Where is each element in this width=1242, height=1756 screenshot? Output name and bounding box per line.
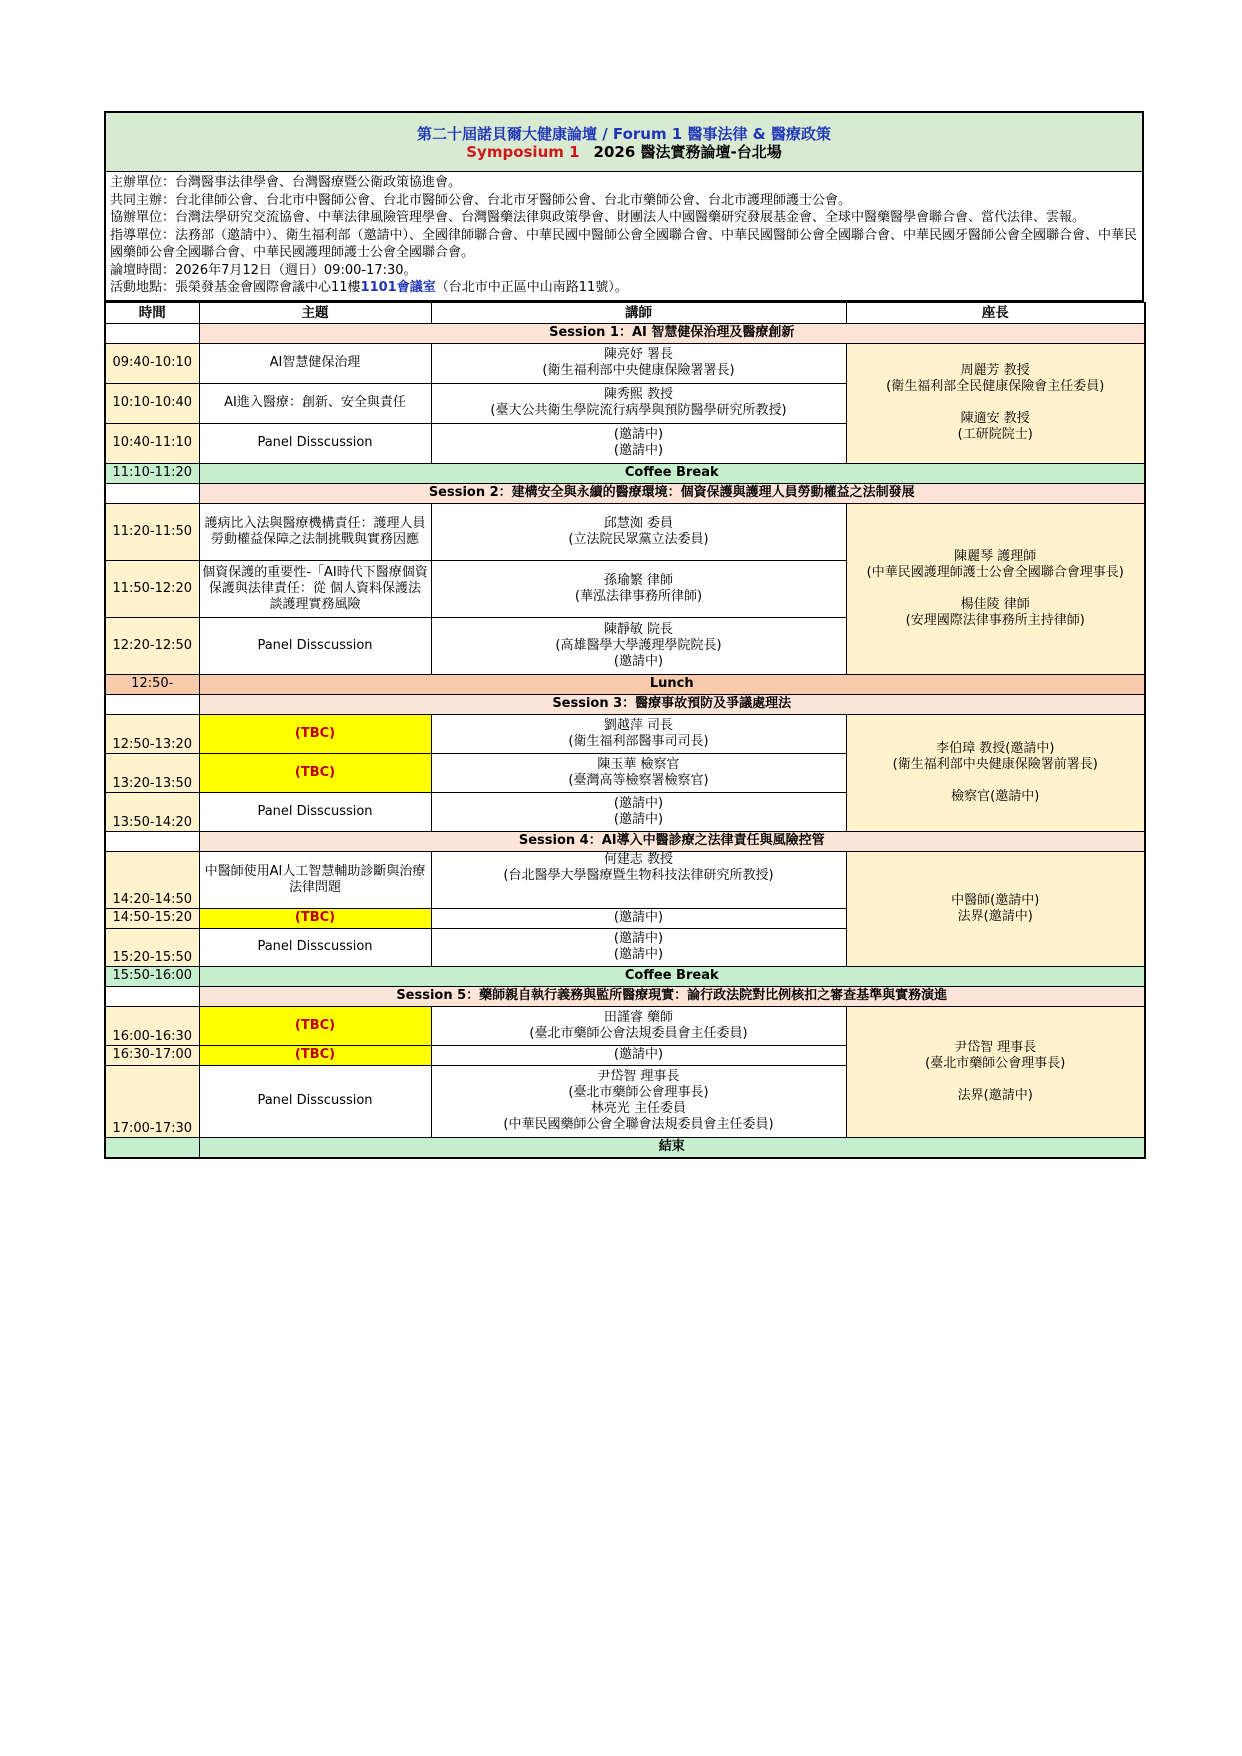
forum-title: 第二十屆諾貝爾大健康論壇 / Forum 1 醫事法律 & 醫療政策 — [417, 125, 831, 143]
topic-tbc-cell: (TBC) — [199, 908, 431, 928]
time-cell: 09:40-10:10 — [105, 343, 199, 383]
time-cell: 14:50-15:20 — [105, 908, 199, 928]
event-info — [104, 172, 1144, 302]
venue-suffix: （台北市中正區中山南路11號）。 — [435, 280, 628, 295]
chair-cell: 中醫師(邀請中) 法界(邀請中) — [846, 851, 1145, 966]
header-time: 時間 — [105, 302, 199, 323]
chair-cell: 尹岱智 理事長 (臺北市藥師公會理事長) 法界(邀請中) — [846, 1006, 1145, 1137]
lunch-row — [105, 674, 1145, 694]
speaker-cell: (邀請中) (邀請中) — [431, 928, 846, 966]
speaker-cell: 尹岱智 理事長 (臺北市藥師公會理事長) 林亮光 主任委員 (中華民國藥師公會全聯會法規委員會主任委員) — [431, 1065, 846, 1137]
time-cell-blank — [105, 1137, 199, 1158]
time-cell: 14:20-14:50 — [105, 851, 199, 908]
coffee-break-row — [105, 966, 1145, 986]
header-topic: 主題 — [199, 302, 431, 323]
session-time-blank — [105, 986, 199, 1006]
time-cell: 17:00-17:30 — [105, 1065, 199, 1137]
time-cell: 13:50-14:20 — [105, 792, 199, 831]
time-cell: 10:40-11:10 — [105, 423, 199, 463]
table-row — [105, 503, 1145, 560]
topic-cell: 護病比入法與醫療機構責任：護理人員勞動權益保障之法制挑戰與實務因應 — [199, 503, 431, 560]
end-row — [105, 1137, 1145, 1158]
end-label: 結束 — [199, 1137, 1145, 1158]
symposium-title — [106, 143, 1142, 161]
session-title: Session 3：醫療事故預防及爭議處理法 — [199, 694, 1145, 714]
session-2-header — [105, 483, 1145, 503]
table-row — [105, 714, 1145, 753]
session-time-blank — [105, 831, 199, 851]
speaker-cell: 陳玉華 檢察官 (臺灣高等檢察署檢察官) — [431, 753, 846, 792]
speaker-cell: (邀請中) (邀請中) — [431, 423, 846, 463]
time-cell: 15:50-16:00 — [105, 966, 199, 986]
agenda-sheet — [104, 111, 1144, 1159]
session-time-blank — [105, 694, 199, 714]
session-title: Session 4：AI導入中醫診療之法律責任與風險控管 — [199, 831, 1145, 851]
table-row — [105, 1006, 1145, 1045]
break-label: Coffee Break — [199, 966, 1145, 986]
topic-cell: Panel Disscussion — [199, 1065, 431, 1137]
topic-cell: Panel Disscussion — [199, 423, 431, 463]
session-time-blank — [105, 483, 199, 503]
speaker-cell: (邀請中) — [431, 908, 846, 928]
session-4-header — [105, 831, 1145, 851]
time-cell: 12:50- — [105, 674, 199, 694]
time-cell: 10:10-10:40 — [105, 383, 199, 423]
topic-cell: 個資保護的重要性-「AI時代下醫療個資保護與法律責任：從 個人資料保護法 談護理實務風險 — [199, 560, 431, 617]
lunch-label: Lunch — [199, 674, 1145, 694]
header-chair: 座長 — [846, 302, 1145, 323]
speaker-cell: 邱慧洳 委員 (立法院民眾黨立法委員) — [431, 503, 846, 560]
session-time-blank — [105, 323, 199, 343]
speaker-cell: (邀請中) (邀請中) — [431, 792, 846, 831]
topic-cell: AI智慧健保治理 — [199, 343, 431, 383]
time-cell: 15:20-15:50 — [105, 928, 199, 966]
time-cell: 16:30-17:00 — [105, 1045, 199, 1065]
session-title: Session 1：AI 智慧健保治理及醫療創新 — [199, 323, 1145, 343]
session-title: Session 5：藥師親自執行義務與監所醫療現實：論行政法院對比例核扣之審查基準與實務演進 — [199, 986, 1145, 1006]
chair-cell: 陳麗琴 護理師 (中華民國護理師護士公會全國聯合會理事長) 楊佳陵 律師 (安理國際法律事務所主持律師) — [846, 503, 1145, 674]
topic-cell: Panel Disscussion — [199, 792, 431, 831]
chair-cell: 李伯璋 教授(邀請中) (衛生福利部中央健康保險署前署長) 檢察官(邀請中) — [846, 714, 1145, 831]
topic-cell: AI進入醫療：創新、安全與責任 — [199, 383, 431, 423]
time-cell: 11:50-12:20 — [105, 560, 199, 617]
time-cell: 12:50-13:20 — [105, 714, 199, 753]
session-1-header — [105, 323, 1145, 343]
speaker-cell: 孫瑜繁 律師 (華泓法律事務所律師) — [431, 560, 846, 617]
header-speaker: 講師 — [431, 302, 846, 323]
topic-tbc-cell: (TBC) — [199, 753, 431, 792]
table-row — [105, 343, 1145, 383]
speaker-cell: 陳亮妤 署長 (衛生福利部中央健康保險署署長) — [431, 343, 846, 383]
time-cell: 16:00-16:30 — [105, 1006, 199, 1045]
topic-tbc-cell: (TBC) — [199, 1006, 431, 1045]
time-cell: 12:20-12:50 — [105, 617, 199, 674]
chair-cell: 周麗芳 教授 (衛生福利部全民健康保險會主任委員) 陳適安 教授 (工研院院士) — [846, 343, 1145, 463]
venue-prefix: 活動地點：張榮發基金會國際會議中心11樓 — [110, 280, 361, 295]
break-label: Coffee Break — [199, 463, 1145, 483]
speaker-cell: 陳靜敏 院長 (高雄醫學大學護理學院院長) (邀請中) — [431, 617, 846, 674]
time-cell: 13:20-13:50 — [105, 753, 199, 792]
speaker-cell: (邀請中) — [431, 1045, 846, 1065]
speaker-cell: 田謹睿 藥師 (臺北市藥師公會法規委員會主任委員) — [431, 1006, 846, 1045]
info-guidance: 指導單位：法務部（邀請中）、衛生福利部（邀請中）、全國律師聯合會、中華民國中醫師公會全國聯合會、中華民國醫師公會全國聯合會、中華民國牙醫師公會全國聯合會、中華民國藥師公會全國聯合會、中華民國護理師護士公會全國聯合會。 — [110, 227, 1138, 260]
topic-tbc-cell: (TBC) — [199, 1045, 431, 1065]
topic-cell: Panel Disscussion — [199, 928, 431, 966]
info-time: 論壇時間：2026年7月12日（週日）09:00-17:30。 — [110, 262, 417, 278]
session-title: Session 2：建構安全與永續的醫療環境：個資保護與護理人員勞動權益之法制發展 — [199, 483, 1145, 503]
coffee-break-row — [105, 463, 1145, 483]
title-banner — [104, 111, 1144, 172]
table-row — [105, 851, 1145, 908]
topic-tbc-cell: (TBC) — [199, 714, 431, 753]
topic-cell: Panel Disscussion — [199, 617, 431, 674]
time-cell: 11:20-11:50 — [105, 503, 199, 560]
speaker-cell: 劉越萍 司長 (衛生福利部醫事司司長) — [431, 714, 846, 753]
session-3-header — [105, 694, 1145, 714]
info-assisting: 協辦單位：台灣法學研究交流協會、中華法律風險管理學會、台灣醫藥法律與政策學會、財團法人中國醫藥研究發展基金會、全球中醫藥醫學會聯合會、當代法律、雲報。 — [110, 210, 1086, 225]
speaker-cell: 何建志 教授 (台北醫學大學醫療暨生物科技法律研究所教授) — [431, 851, 846, 908]
venue-room: 1101會議室 — [360, 280, 436, 295]
symposium-subtitle: 2026 醫法實務論壇-台北場 — [593, 143, 782, 161]
topic-cell: 中醫師使用AI人工智慧輔助診斷與治療法律問題 — [199, 851, 431, 908]
time-cell: 11:10-11:20 — [105, 463, 199, 483]
symposium-label: Symposium 1 — [466, 143, 580, 161]
session-5-header — [105, 986, 1145, 1006]
info-organizer: 主辦單位：台灣醫事法律學會、台灣醫療暨公衛政策協進會。 — [110, 175, 462, 190]
speaker-cell: 陳秀熙 教授 (臺大公共衛生學院流行病學與預防醫學研究所教授) — [431, 383, 846, 423]
info-venue — [110, 279, 1138, 297]
header-row — [105, 302, 1145, 323]
info-co-organizer: 共同主辦：台北律師公會、台北市中醫師公會、台北市醫師公會、台北市牙醫師公會、台北市藥師公會、台北市護理師護士公會。 — [110, 192, 852, 208]
agenda-table — [104, 302, 1146, 1159]
